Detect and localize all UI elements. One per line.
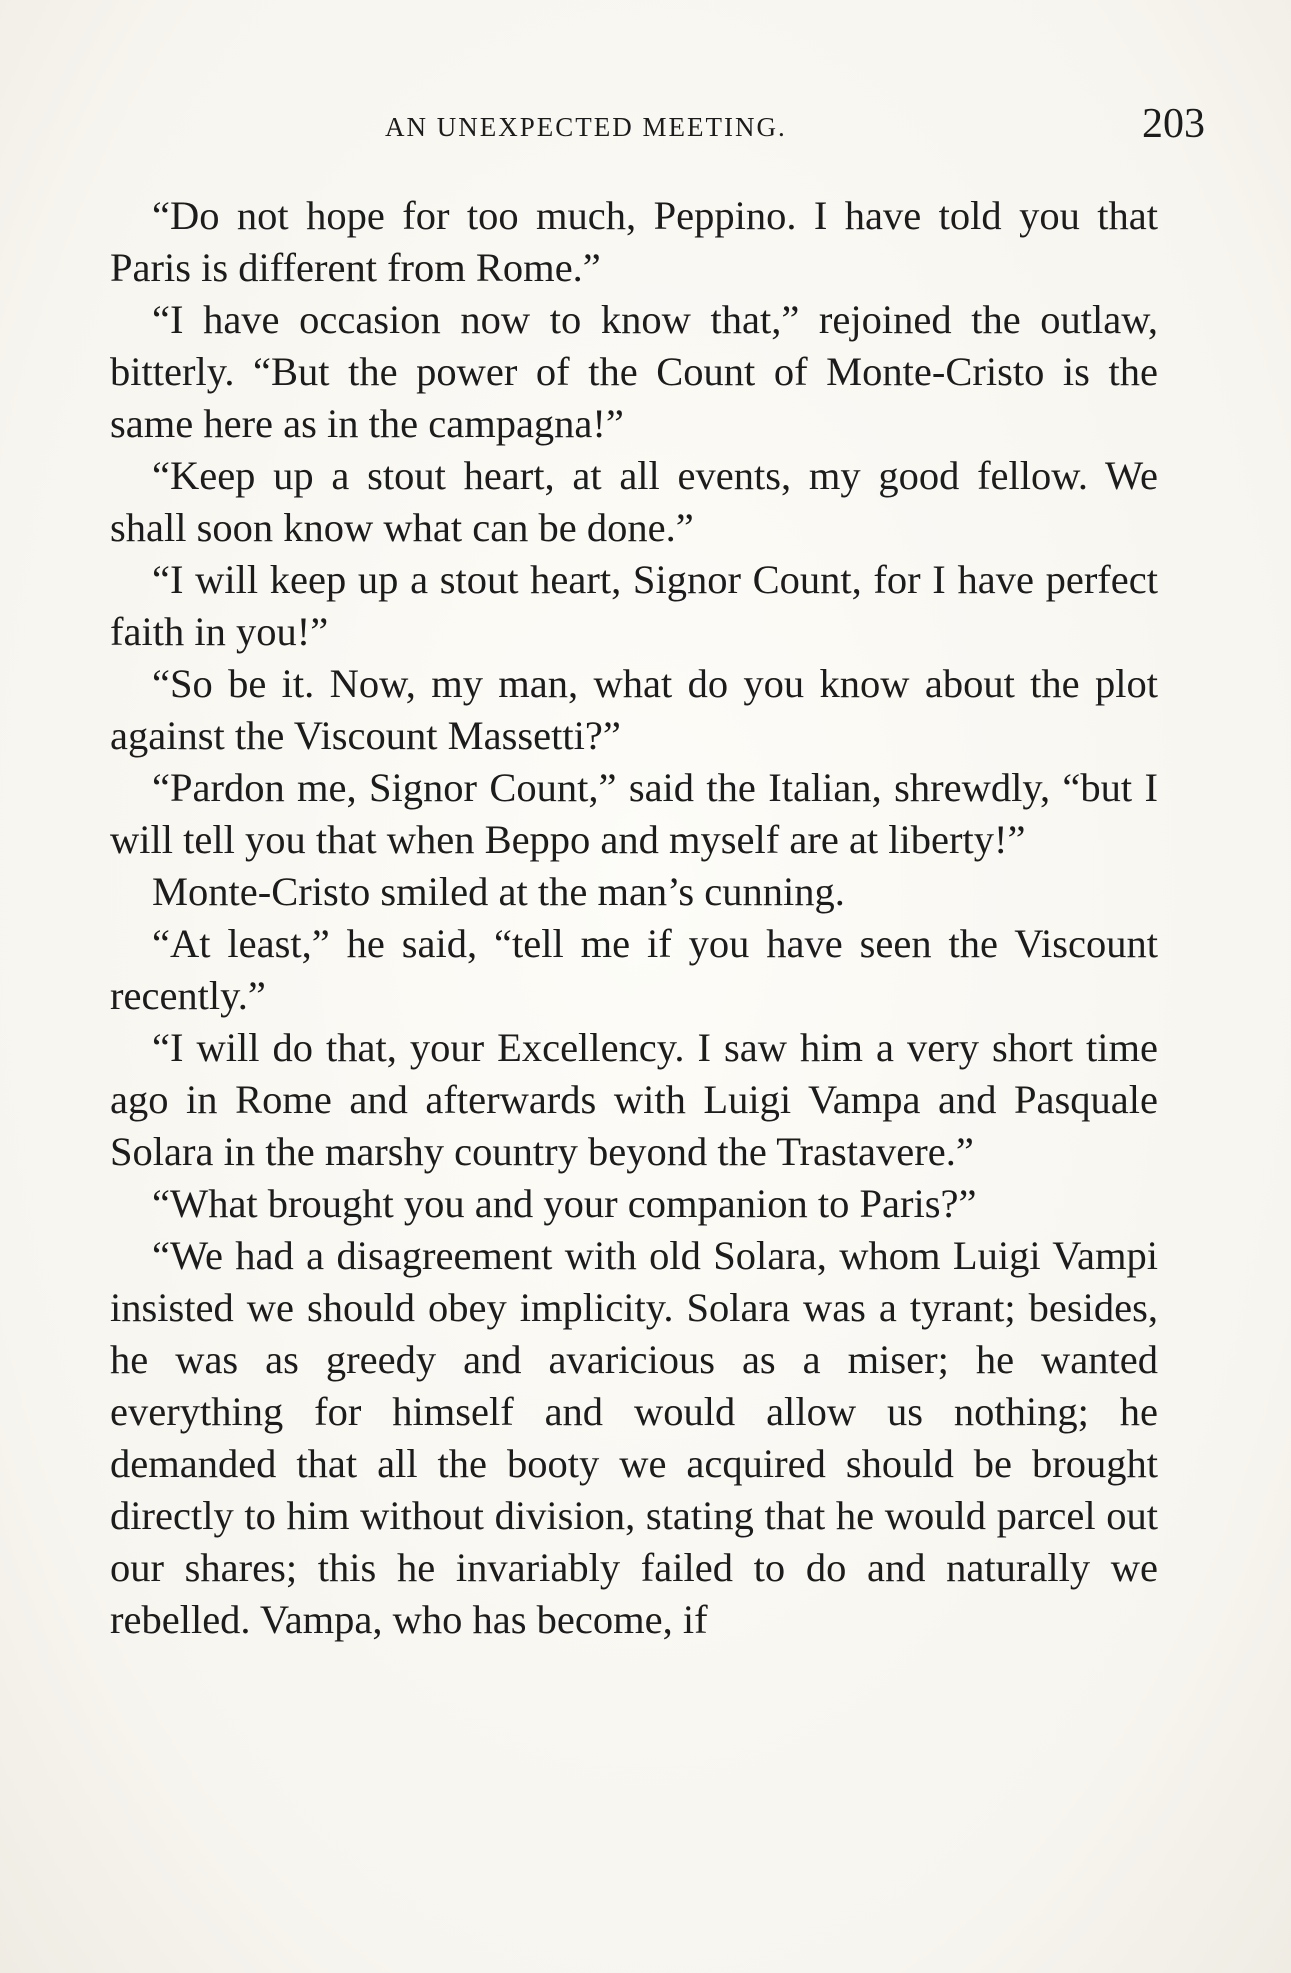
paragraph: “Do not hope for too much, Peppino. I have told you that Paris is different from Rome.” xyxy=(110,193,1158,290)
paragraph: “I have occasion now to know that,” rejoined the outlaw, bitterly. “But the power of the Count of Monte-Cristo is the same here as in the campagna!” xyxy=(110,297,1158,446)
paragraph: “I will keep up a stout heart, Signor Count, for I have perfect faith in you!” xyxy=(110,557,1158,654)
paragraph: “I will do that, your Excellency. I saw him a very short time ago in Rome and afterwards with Luigi Vampa and Pasquale Solara in the marshy country beyond the Trastavere.” xyxy=(110,1025,1158,1174)
paragraph: “So be it. Now, my man, what do you know about the plot against the Viscount Massetti?” xyxy=(110,661,1158,758)
paragraph: “At least,” he said, “tell me if you have seen the Viscount recently.” xyxy=(110,921,1158,1018)
paragraph: Monte-Cristo smiled at the man’s cunning. xyxy=(152,869,845,914)
paragraph: “What brought you and your companion to Paris?” xyxy=(152,1181,977,1226)
paragraph: “We had a disagreement with old Solara, whom Luigi Vampi insisted we should obey implicity. Solara was a tyrant; besides, he was as greedy and avaricious as a miser; he wanted everything for himself and would allow us nothing; he demanded that all the booty we acquired should be brought directly to him without division, stating that he would parcel out our shares; this he invariably failed to do and naturally we rebelled. Vampa, who has become, if xyxy=(110,1233,1158,1642)
page-number: 203 xyxy=(1142,101,1205,147)
running-head xyxy=(110,100,1205,156)
chapter-title: AN UNEXPECTED MEETING. xyxy=(385,112,787,142)
paragraph: “Keep up a stout heart, at all events, my good fellow. We shall soon know what can be done.” xyxy=(110,453,1158,550)
paragraph: “Pardon me, Signor Count,” said the Italian, shrewdly, “but I will tell you that when Beppo and myself are at liberty!” xyxy=(110,765,1158,862)
body-text xyxy=(110,190,1158,1646)
